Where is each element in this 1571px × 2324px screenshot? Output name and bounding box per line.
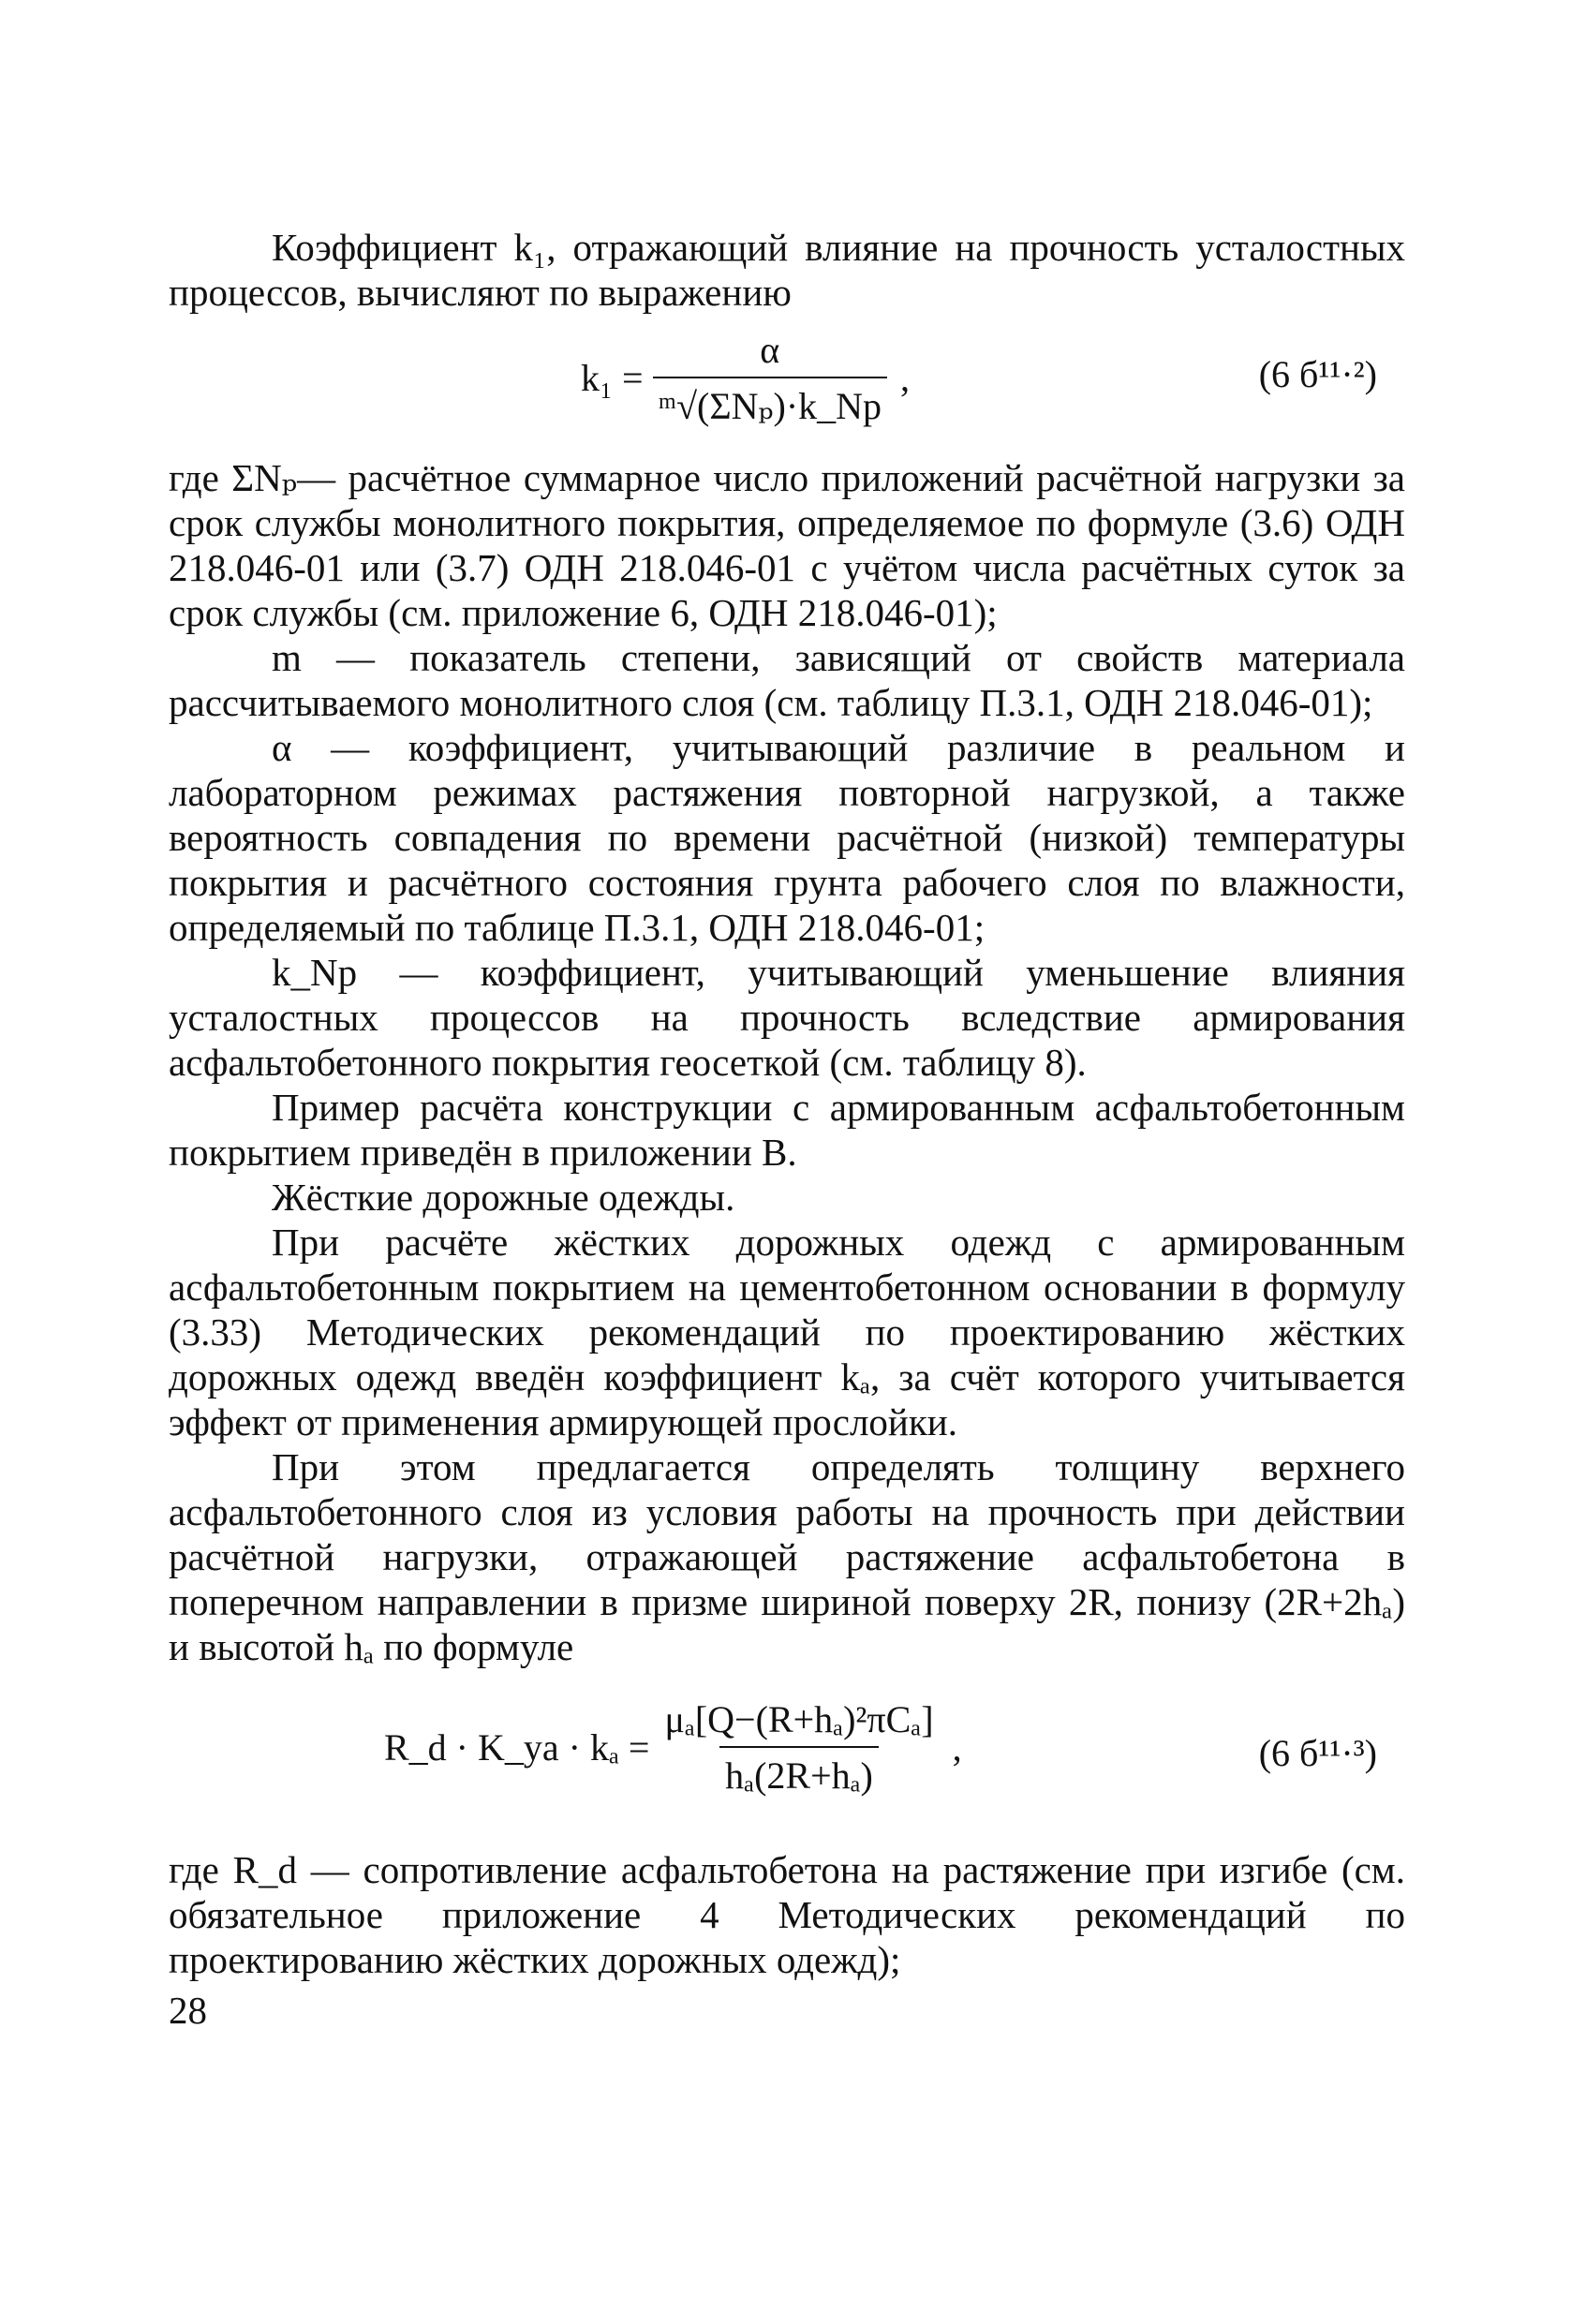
formula-2-fraction — [659, 1697, 939, 1799]
definition-sum-np: где ΣNₚ— расчётное суммарное число приложений расчётной нагрузки за срок службы монолитного покрытия, определяемое по формуле (3.6) ОДН 218.046-01 или (3.7) ОДН 218.046-01 с учётом числа расчётных суток за срок службы (см. приложение 6, ОДН 218.046-01); — [169, 456, 1405, 634]
definition-k-np: k_Np — коэффициент, учитывающий уменьшение влияния усталостных процессов на прочность вследствие армирования асфальтобетонного покрытия геосеткой (см. таблицу 8). — [169, 951, 1405, 1084]
formula-1-fraction — [653, 328, 888, 429]
formula-1-expression — [581, 328, 910, 429]
document-page — [169, 225, 1405, 2033]
definition-rd: где R_d — сопротивление асфальтобетона на растяжение при изгибе (см. обязательное приложение 4 Методических рекомендаций по проектированию жёстких дорожных одежд); — [169, 1848, 1405, 1981]
formula-2-expression — [384, 1697, 962, 1799]
definition-alpha: α — коэффициент, учитывающий различие в реальном и лабораторном режимах растяжения повторной нагрузкой, а также вероятность совпадения по времени расчётной (низкой) температуры покрытия и расчётного состояния грунта рабочего слоя по влажности, определяемый по таблице П.3.1, ОДН 218.046-01; — [169, 726, 1405, 949]
formula-1-trail: , — [900, 357, 911, 399]
example-paragraph: Пример расчёта конструкции с армированным асфальтобетонным покрытием приведён в приложении В. — [169, 1086, 1405, 1174]
formula-2-trail: , — [952, 1726, 962, 1769]
rigid-paragraph: При расчёте жёстких дорожных одежд с армированным асфальтобетонным покрытием на цементобетонном основании в формулу (3.33) Методических рекомендаций по проектированию жёстких дорожных одежд введён коэффициент kₐ, за счёт которого учитывается эффект от применения армирующей прослойки. — [169, 1221, 1405, 1443]
rigid-heading: Жёсткие дорожные одежды. — [272, 1176, 735, 1219]
page-number: 28 — [169, 1989, 207, 2032]
formula-6b-11-3 — [169, 1679, 1405, 1838]
formula-2-lhs: R_d · K_ya · kₐ = — [384, 1726, 650, 1769]
formula-2-numerator: μₐ[Q−(R+hₐ)²πCₐ] — [664, 1698, 934, 1740]
formula-1-number: (6 б¹¹·²) — [1258, 353, 1377, 395]
formula-1-lhs: k₁ = — [581, 357, 644, 399]
intro-paragraph: Коэффициент k₁, отражающий влияние на прочность усталостных процессов, вычисляют по выражению — [169, 226, 1405, 314]
thickness-paragraph: При этом предлагается определять толщину верхнего асфальтобетонного слоя из условия работы на прочность при действии расчётной нагрузки, отражающей растяжение асфальтобетона в поперечном направлении в призме шириной поверху 2R, понизу (2R+2hₐ) и высотой hₐ по формуле — [169, 1445, 1405, 1668]
formula-1-numerator: α — [760, 329, 780, 371]
definition-m: m — показатель степени, зависящий от свойств материала рассчитываемого монолитного слоя (см. таблицу П.3.1, ОДН 218.046-01); — [169, 636, 1405, 724]
formula-1-denominator: ᵐ√(ΣNₚ)·k_Np — [653, 377, 888, 429]
formula-2-number: (6 б¹¹·³) — [1258, 1732, 1377, 1774]
formula-2-denominator: hₐ(2R+hₐ) — [719, 1746, 879, 1799]
formula-6b-11-2 — [169, 315, 1405, 455]
